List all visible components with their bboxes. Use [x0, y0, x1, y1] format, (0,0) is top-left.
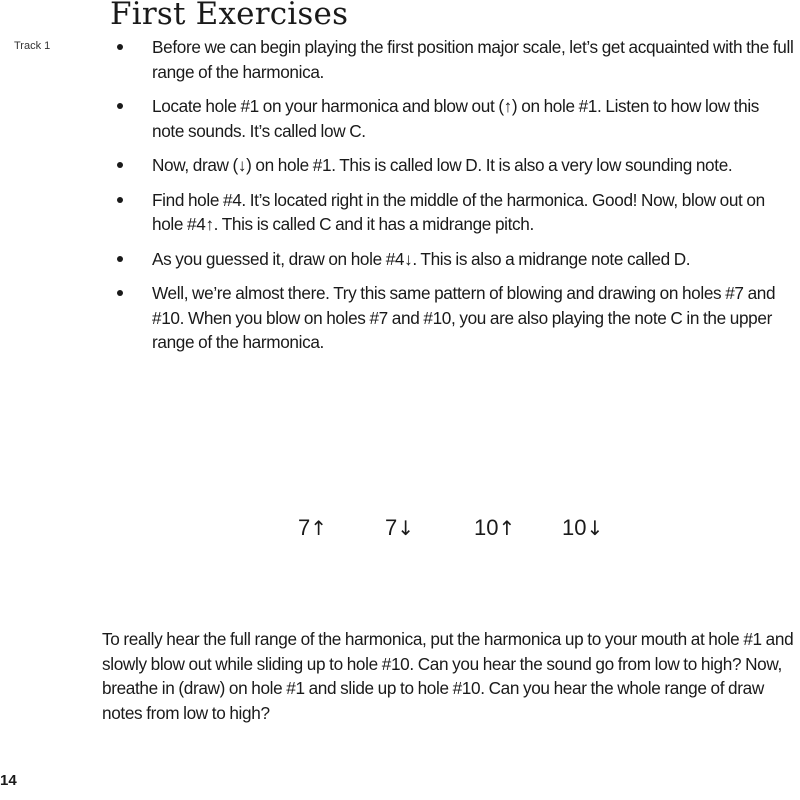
exercise-item: [0, 35, 800, 84]
page-title: First Exercises: [110, 0, 349, 32]
hole-number: 10: [474, 515, 499, 540]
bullet-icon: [117, 256, 123, 262]
track-label: Track 1: [14, 40, 51, 52]
exercise-text: Locate hole #1 on your harmonica and blow out (↑) on hole #1. Listen to how low this note sounds. It’s called low C.: [152, 96, 760, 141]
exercise-item: [0, 94, 800, 143]
note-7-blow: [298, 515, 327, 541]
note-10-blow: [474, 515, 515, 541]
draw-arrow-icon: ↓: [397, 516, 415, 540]
exercise-text: Find hole #4. It’s located right in the middle of the harmonica. Good! Now, blow out on hole #4↑. This is called C and it has a midrange pitch.: [152, 189, 765, 234]
bullet-icon: [117, 103, 123, 109]
exercise-item: [0, 153, 800, 178]
exercise-text: Well, we’re almost there. Try this same pattern of blowing and drawing on holes #7 and #10. When you blow on holes #7 and #10, you are also playing the note C in the upper range of the harmonica.: [152, 283, 776, 352]
note-7-draw: [385, 515, 414, 541]
page-number: 14: [0, 772, 17, 789]
hole-number: 7: [298, 515, 311, 540]
exercise-item: [0, 188, 800, 237]
blow-arrow-icon: ↑: [310, 516, 328, 540]
exercise-text: As you guessed it, draw on hole #4↓. This is also a midrange note called D.: [152, 248, 691, 269]
hole-number: 10: [562, 515, 587, 540]
bullet-icon: [117, 290, 123, 296]
note-sequence: [0, 515, 800, 555]
exercise-item: [0, 281, 800, 355]
hole-number: 7: [385, 515, 398, 540]
range-paragraph: To really hear the full range of the harmonica, put the harmonica up to your mouth at hole #1 and slowly blow out while sliding up to hole #10. Can you hear the sound go from low to high? Now, breathe in (draw) on hole #1 and slide up to hole #10. Can you hear the whole range of draw notes from low to high?: [102, 629, 794, 723]
exercise-text: Before we can begin playing the first position major scale, let’s get acquainted with the full range of the harmonica.: [152, 37, 794, 82]
bullet-icon: [117, 44, 123, 50]
draw-arrow-icon: ↓: [586, 516, 604, 540]
exercise-list: [0, 35, 800, 365]
exercise-item: [0, 247, 800, 272]
exercise-text: Now, draw (↓) on hole #1. This is called low D. It is also a very low sounding note.: [152, 155, 733, 175]
bullet-icon: [117, 162, 123, 168]
blow-arrow-icon: ↑: [498, 516, 516, 540]
note-10-draw: [562, 515, 603, 541]
bullet-icon: [117, 197, 123, 203]
